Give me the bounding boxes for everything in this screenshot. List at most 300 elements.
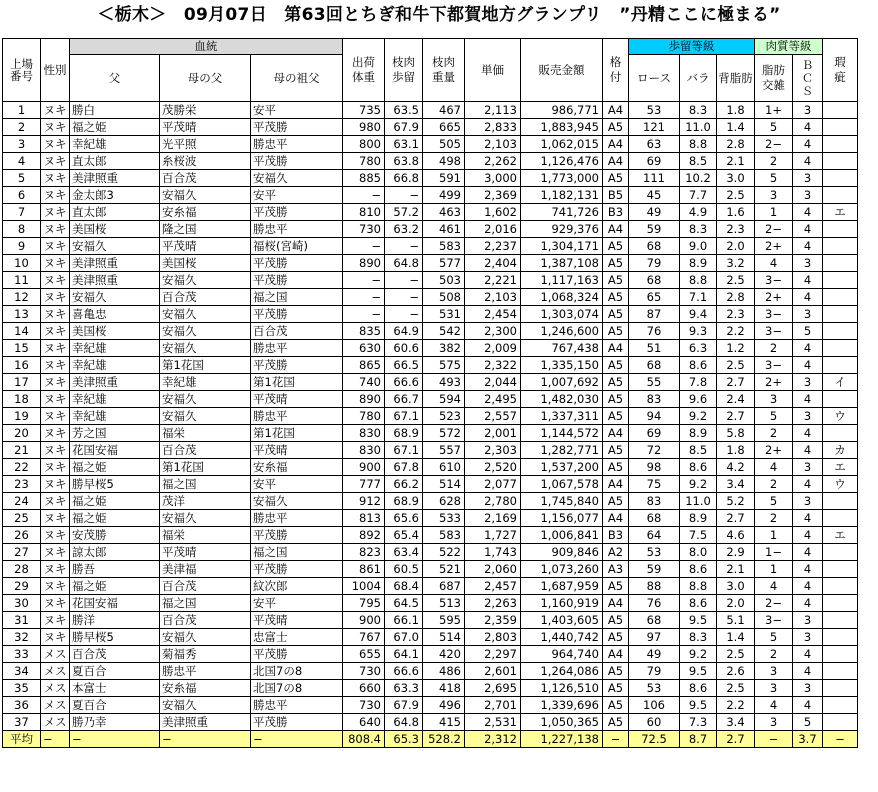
cell-maternal-grandfather: 勝忠平 — [160, 663, 251, 680]
header-bcs-label: ＢＣＳ — [801, 57, 814, 98]
cell-grade: A5 — [603, 323, 629, 340]
cell-father: 勝早桜5 — [70, 629, 160, 646]
cell-lot-number: 8 — [3, 221, 41, 238]
cell-carcass-weight: 575 — [423, 357, 465, 374]
cell-unit-price: 2,803 — [465, 629, 521, 646]
cell-father: 花国安福 — [70, 595, 160, 612]
cell-shipping-weight: 730 — [343, 663, 385, 680]
cell-sales-amount: 909,846 — [521, 544, 603, 561]
cell-marbling: 2+ — [755, 289, 793, 306]
cell-unit-price: 2,833 — [465, 119, 521, 136]
table-row — [3, 595, 858, 612]
cell-lot-number: 15 — [3, 340, 41, 357]
cell-defect — [823, 510, 858, 527]
cell-carcass-weight: 493 — [423, 374, 465, 391]
cell-back-fat: 4.6 — [717, 527, 755, 544]
cell-back-fat: 1.2 — [717, 340, 755, 357]
cell-marbling: 5 — [755, 629, 793, 646]
cell-unit-price: 2,701 — [465, 697, 521, 714]
cell-carcass-weight: 499 — [423, 187, 465, 204]
cell-maternal-grandfather: 第1花国 — [160, 357, 251, 374]
cell-bcs: 3 — [793, 255, 823, 272]
cell-bcs: 4 — [793, 272, 823, 289]
table-body — [3, 102, 858, 748]
cell-unit-price: 2,454 — [465, 306, 521, 323]
cell-back-fat: 2.2 — [717, 323, 755, 340]
cell-maternal-great-grandfather: 安平 — [251, 102, 343, 119]
cell-lot-number: 17 — [3, 374, 41, 391]
cell-sex: メス — [41, 646, 70, 663]
cell-defect: エ — [823, 527, 858, 544]
cell-lot-number: 31 — [3, 612, 41, 629]
cell-maternal-grandfather: 糸桜波 — [160, 153, 251, 170]
cell-lot-number: 35 — [3, 680, 41, 697]
cell-maternal-grandfather: 平茂晴 — [160, 119, 251, 136]
cell-sales-amount: 1,687,959 — [521, 578, 603, 595]
cell-carcass-weight: 687 — [423, 578, 465, 595]
average-lot-number: 平均 — [3, 731, 41, 748]
cell-lot-number: 29 — [3, 578, 41, 595]
cell-carcass-yield: 66.8 — [385, 170, 423, 187]
cell-bcs: 4 — [793, 663, 823, 680]
cell-rib: 9.4 — [680, 306, 717, 323]
cell-sex: ヌキ — [41, 255, 70, 272]
header-carcass-weight — [423, 39, 465, 102]
cell-bcs: 3 — [793, 408, 823, 425]
cell-maternal-grandfather: 百合茂 — [160, 578, 251, 595]
cell-rib: 8.8 — [680, 136, 717, 153]
cell-unit-price: 2,495 — [465, 391, 521, 408]
cell-carcass-yield: 66.6 — [385, 663, 423, 680]
cell-shipping-weight: 892 — [343, 527, 385, 544]
cell-maternal-great-grandfather: 紋次郎 — [251, 578, 343, 595]
cell-grade: A5 — [603, 357, 629, 374]
cell-father: 幸紀雄 — [70, 357, 160, 374]
cell-defect — [823, 629, 858, 646]
cell-unit-price: 2,695 — [465, 680, 521, 697]
cell-carcass-yield: 67.9 — [385, 697, 423, 714]
cell-rib: 8.8 — [680, 272, 717, 289]
cell-loin: 83 — [629, 391, 680, 408]
cell-grade: A5 — [603, 697, 629, 714]
cell-maternal-great-grandfather: 福桜(宮崎) — [251, 238, 343, 255]
table-row — [3, 238, 858, 255]
cell-carcass-yield: 67.8 — [385, 459, 423, 476]
cell-marbling: 3 — [755, 663, 793, 680]
cell-sex: ヌキ — [41, 561, 70, 578]
average-carcass-yield: 65.3 — [385, 731, 423, 748]
cell-unit-price: 2,780 — [465, 493, 521, 510]
header-rib: バラ — [680, 55, 717, 102]
cell-marbling: 1 — [755, 561, 793, 578]
cell-sales-amount: 1,264,086 — [521, 663, 603, 680]
cell-bcs: 4 — [793, 425, 823, 442]
average-grade: − — [603, 731, 629, 748]
cell-carcass-weight: 508 — [423, 289, 465, 306]
cell-defect — [823, 595, 858, 612]
cell-father: 直太郎 — [70, 204, 160, 221]
cell-father: 福之姫 — [70, 510, 160, 527]
cell-unit-price: 2,404 — [465, 255, 521, 272]
cell-maternal-grandfather: 茂洋 — [160, 493, 251, 510]
cell-loin: 106 — [629, 697, 680, 714]
cell-loin: 68 — [629, 357, 680, 374]
cell-bcs: 5 — [793, 714, 823, 731]
table-row — [3, 153, 858, 170]
cell-defect — [823, 306, 858, 323]
cell-grade: A5 — [603, 374, 629, 391]
cell-carcass-weight: 503 — [423, 272, 465, 289]
cell-grade: A5 — [603, 289, 629, 306]
table-row — [3, 646, 858, 663]
cell-rib: 8.8 — [680, 578, 717, 595]
cell-lot-number: 27 — [3, 544, 41, 561]
cell-rib: 11.0 — [680, 493, 717, 510]
table-row — [3, 714, 858, 731]
cell-marbling: 2− — [755, 595, 793, 612]
cell-sales-amount: 1,126,510 — [521, 680, 603, 697]
cell-defect — [823, 357, 858, 374]
cell-carcass-weight: 521 — [423, 561, 465, 578]
cell-back-fat: 2.5 — [717, 680, 755, 697]
cell-carcass-yield: 63.5 — [385, 102, 423, 119]
cell-marbling: 5 — [755, 170, 793, 187]
cell-unit-price: 2,263 — [465, 595, 521, 612]
cell-sex: ヌキ — [41, 459, 70, 476]
cell-grade: A4 — [603, 153, 629, 170]
table-row — [3, 544, 858, 561]
cell-rib: 9.6 — [680, 391, 717, 408]
cell-carcass-yield: 64.8 — [385, 714, 423, 731]
cell-grade: A4 — [603, 425, 629, 442]
cell-loin: 121 — [629, 119, 680, 136]
cell-maternal-great-grandfather: 勝忠平 — [251, 697, 343, 714]
cell-loin: 49 — [629, 204, 680, 221]
cell-father: 幸紀雄 — [70, 136, 160, 153]
cell-loin: 79 — [629, 255, 680, 272]
cell-shipping-weight: 912 — [343, 493, 385, 510]
cell-maternal-grandfather: 安福久 — [160, 340, 251, 357]
cell-back-fat: 2.2 — [717, 697, 755, 714]
cell-marbling: 2 — [755, 646, 793, 663]
cell-rib: 8.6 — [680, 561, 717, 578]
cell-loin: 55 — [629, 374, 680, 391]
cell-marbling: 3− — [755, 323, 793, 340]
cell-defect — [823, 646, 858, 663]
cell-bcs: 4 — [793, 544, 823, 561]
cell-sales-amount: 1,440,742 — [521, 629, 603, 646]
cell-shipping-weight: 835 — [343, 323, 385, 340]
cell-maternal-great-grandfather: 第1花国 — [251, 374, 343, 391]
cell-defect — [823, 612, 858, 629]
table-row — [3, 306, 858, 323]
header-grade — [603, 39, 629, 102]
header-shipping-weight-label: 出荷体重 — [352, 55, 375, 84]
cell-loin: 94 — [629, 408, 680, 425]
table-row — [3, 323, 858, 340]
cell-defect — [823, 663, 858, 680]
cell-carcass-yield: − — [385, 306, 423, 323]
cell-loin: 51 — [629, 340, 680, 357]
cell-sales-amount: 1,745,840 — [521, 493, 603, 510]
cell-rib: 9.2 — [680, 408, 717, 425]
cell-rib: 11.0 — [680, 119, 717, 136]
cell-back-fat: 1.8 — [717, 442, 755, 459]
cell-marbling: 4 — [755, 578, 793, 595]
cell-unit-price: 2,077 — [465, 476, 521, 493]
cell-carcass-yield: − — [385, 238, 423, 255]
cell-maternal-great-grandfather: 平茂勝 — [251, 714, 343, 731]
cell-sales-amount: 1,883,945 — [521, 119, 603, 136]
cell-loin: 76 — [629, 323, 680, 340]
cell-maternal-great-grandfather: 福之国 — [251, 289, 343, 306]
cell-defect: ウ — [823, 476, 858, 493]
cell-loin: 72 — [629, 442, 680, 459]
cell-lot-number: 22 — [3, 459, 41, 476]
table-row — [3, 102, 858, 119]
cell-sex: ヌキ — [41, 221, 70, 238]
cell-father: 直太郎 — [70, 153, 160, 170]
cell-sales-amount: 1,773,000 — [521, 170, 603, 187]
cell-sex: ヌキ — [41, 204, 70, 221]
cell-carcass-weight: 461 — [423, 221, 465, 238]
cell-unit-price: 2,297 — [465, 646, 521, 663]
average-maternal-grandfather: − — [160, 731, 251, 748]
header-defect-label: 瑕疵 — [834, 55, 846, 84]
cell-maternal-grandfather: 安福久 — [160, 391, 251, 408]
cell-rib: 8.9 — [680, 510, 717, 527]
average-shipping-weight: 808.4 — [343, 731, 385, 748]
cell-loin: 60 — [629, 714, 680, 731]
cell-unit-price: 2,359 — [465, 612, 521, 629]
cell-father: 美国桜 — [70, 323, 160, 340]
cell-rib: 4.9 — [680, 204, 717, 221]
header-shipping-weight — [343, 39, 385, 102]
cell-back-fat: 2.3 — [717, 306, 755, 323]
cell-back-fat: 3.2 — [717, 255, 755, 272]
cell-defect — [823, 578, 858, 595]
cell-rib: 9.0 — [680, 238, 717, 255]
cell-carcass-yield: 63.4 — [385, 544, 423, 561]
cell-maternal-grandfather: 美津照重 — [160, 714, 251, 731]
cell-back-fat: 2.7 — [717, 510, 755, 527]
cell-carcass-yield: 68.4 — [385, 578, 423, 595]
cell-loin: 53 — [629, 102, 680, 119]
table-row — [3, 680, 858, 697]
table-row — [3, 187, 858, 204]
cell-unit-price: 2,531 — [465, 714, 521, 731]
cell-carcass-weight: 542 — [423, 323, 465, 340]
cell-grade: A3 — [603, 561, 629, 578]
cell-carcass-yield: 67.1 — [385, 442, 423, 459]
cell-marbling: 4 — [755, 697, 793, 714]
header-sex-label: 性別 — [43, 63, 67, 77]
cell-carcass-yield: 64.1 — [385, 646, 423, 663]
average-marbling: − — [755, 731, 793, 748]
cell-grade: A4 — [603, 595, 629, 612]
cell-bcs: 3 — [793, 306, 823, 323]
cell-father: 福之姫 — [70, 119, 160, 136]
cell-rib: 8.0 — [680, 544, 717, 561]
cell-maternal-grandfather: 第1花国 — [160, 459, 251, 476]
cell-sales-amount: 1,282,771 — [521, 442, 603, 459]
cell-father: 福之姫 — [70, 493, 160, 510]
cell-sex: ヌキ — [41, 306, 70, 323]
table-row — [3, 510, 858, 527]
cell-maternal-grandfather: 百合茂 — [160, 170, 251, 187]
cell-sex: ヌキ — [41, 238, 70, 255]
cell-grade: A5 — [603, 408, 629, 425]
cell-maternal-great-grandfather: 平茂勝 — [251, 153, 343, 170]
cell-defect: エ — [823, 204, 858, 221]
cell-shipping-weight: 980 — [343, 119, 385, 136]
cell-back-fat: 5.2 — [717, 493, 755, 510]
cell-carcass-weight: 496 — [423, 697, 465, 714]
header-carcass-weight-label: 枝肉重量 — [432, 55, 455, 84]
cell-unit-price: 2,369 — [465, 187, 521, 204]
cell-maternal-great-grandfather: 北国7の8 — [251, 680, 343, 697]
cell-bcs: 4 — [793, 697, 823, 714]
cell-carcass-yield: − — [385, 289, 423, 306]
cell-maternal-great-grandfather: 勝忠平 — [251, 510, 343, 527]
cell-sales-amount: 1,073,260 — [521, 561, 603, 578]
cell-marbling: 3 — [755, 714, 793, 731]
cell-sales-amount: 1,117,163 — [521, 272, 603, 289]
cell-carcass-weight: 522 — [423, 544, 465, 561]
cell-sales-amount: 1,062,015 — [521, 136, 603, 153]
cell-sex: ヌキ — [41, 391, 70, 408]
cell-carcass-weight: 498 — [423, 153, 465, 170]
cell-bcs: 4 — [793, 119, 823, 136]
cell-lot-number: 3 — [3, 136, 41, 153]
cell-shipping-weight: 861 — [343, 561, 385, 578]
cell-bcs: 4 — [793, 136, 823, 153]
header-carcass-yield-label: 枝肉歩留 — [392, 55, 415, 84]
cell-father: 美津照重 — [70, 374, 160, 391]
cell-father: 美国桜 — [70, 221, 160, 238]
cell-defect — [823, 136, 858, 153]
cell-defect — [823, 289, 858, 306]
cell-bcs: 3 — [793, 612, 823, 629]
cell-sales-amount: 1,126,476 — [521, 153, 603, 170]
header-marbling-label: 脂肪交雑 — [762, 63, 785, 92]
cell-father: 福之姫 — [70, 578, 160, 595]
cell-unit-price: 3,000 — [465, 170, 521, 187]
cell-sex: ヌキ — [41, 493, 70, 510]
cell-unit-price: 2,520 — [465, 459, 521, 476]
cell-loin: 79 — [629, 663, 680, 680]
cell-maternal-great-grandfather: 北国7の8 — [251, 663, 343, 680]
cell-defect: ウ — [823, 408, 858, 425]
cell-rib: 8.3 — [680, 629, 717, 646]
cell-lot-number: 14 — [3, 323, 41, 340]
cell-carcass-weight: 486 — [423, 663, 465, 680]
cell-father: 安茂勝 — [70, 527, 160, 544]
cell-back-fat: 2.0 — [717, 595, 755, 612]
cell-father: 金太郎3 — [70, 187, 160, 204]
cell-lot-number: 11 — [3, 272, 41, 289]
cell-back-fat: 3.4 — [717, 714, 755, 731]
cell-marbling: 3− — [755, 612, 793, 629]
cell-maternal-great-grandfather: 平茂晴 — [251, 612, 343, 629]
cell-sex: メス — [41, 714, 70, 731]
cell-carcass-weight: 505 — [423, 136, 465, 153]
cell-shipping-weight: 823 — [343, 544, 385, 561]
cell-lot-number: 30 — [3, 595, 41, 612]
cell-sex: ヌキ — [41, 408, 70, 425]
cell-shipping-weight: 885 — [343, 170, 385, 187]
header-lot-number — [3, 39, 41, 102]
cell-back-fat: 2.1 — [717, 153, 755, 170]
cell-maternal-great-grandfather: 平茂勝 — [251, 357, 343, 374]
cell-carcass-yield: 65.4 — [385, 527, 423, 544]
cell-carcass-yield: 63.1 — [385, 136, 423, 153]
cell-father: 幸紀雄 — [70, 391, 160, 408]
cell-sales-amount: 1,246,600 — [521, 323, 603, 340]
cell-shipping-weight: 630 — [343, 340, 385, 357]
table-row — [3, 493, 858, 510]
table-row — [3, 391, 858, 408]
cell-maternal-great-grandfather: 安福久 — [251, 493, 343, 510]
cell-carcass-weight: 610 — [423, 459, 465, 476]
cell-carcass-yield: 66.5 — [385, 357, 423, 374]
cell-maternal-grandfather: 安福久 — [160, 629, 251, 646]
cell-maternal-grandfather: 福之国 — [160, 476, 251, 493]
cell-carcass-weight: 595 — [423, 612, 465, 629]
cell-unit-price: 2,113 — [465, 102, 521, 119]
cell-maternal-great-grandfather: 安平 — [251, 187, 343, 204]
cell-rib: 7.3 — [680, 714, 717, 731]
page-title: ＜栃木＞ 09月07日 第63回とちぎ和牛下都賀地方グランプリ ”丹精ここに極まる” — [97, 5, 781, 25]
cell-lot-number: 12 — [3, 289, 41, 306]
cell-defect — [823, 255, 858, 272]
cell-sex: ヌキ — [41, 153, 70, 170]
cell-sex: ヌキ — [41, 357, 70, 374]
cell-rib: 8.3 — [680, 102, 717, 119]
cell-maternal-great-grandfather: 百合茂 — [251, 323, 343, 340]
cell-carcass-weight: 531 — [423, 306, 465, 323]
cell-lot-number: 1 — [3, 102, 41, 119]
cell-grade: A5 — [603, 578, 629, 595]
table-row — [3, 459, 858, 476]
cell-carcass-weight: 513 — [423, 595, 465, 612]
cell-sales-amount: 1,160,919 — [521, 595, 603, 612]
cell-shipping-weight: 655 — [343, 646, 385, 663]
cell-maternal-grandfather: 安福久 — [160, 187, 251, 204]
cell-carcass-weight: 514 — [423, 629, 465, 646]
cell-shipping-weight: 660 — [343, 680, 385, 697]
cell-carcass-weight: 665 — [423, 119, 465, 136]
cell-lot-number: 24 — [3, 493, 41, 510]
cell-marbling: 1 — [755, 527, 793, 544]
cell-carcass-weight: 463 — [423, 204, 465, 221]
cell-shipping-weight: 777 — [343, 476, 385, 493]
cell-maternal-great-grandfather: 平茂勝 — [251, 527, 343, 544]
cell-maternal-grandfather: 安福久 — [160, 697, 251, 714]
cell-carcass-yield: 67.1 — [385, 408, 423, 425]
cell-carcass-yield: 57.2 — [385, 204, 423, 221]
header-quality-grade: 肉質等級 — [755, 39, 823, 55]
cell-marbling: 2 — [755, 425, 793, 442]
cell-carcass-weight: 514 — [423, 476, 465, 493]
cell-lot-number: 21 — [3, 442, 41, 459]
header-bcs — [793, 55, 823, 102]
cell-carcass-weight: 583 — [423, 527, 465, 544]
cell-carcass-weight: 420 — [423, 646, 465, 663]
cell-loin: 53 — [629, 544, 680, 561]
cell-lot-number: 32 — [3, 629, 41, 646]
cell-bcs: 4 — [793, 391, 823, 408]
